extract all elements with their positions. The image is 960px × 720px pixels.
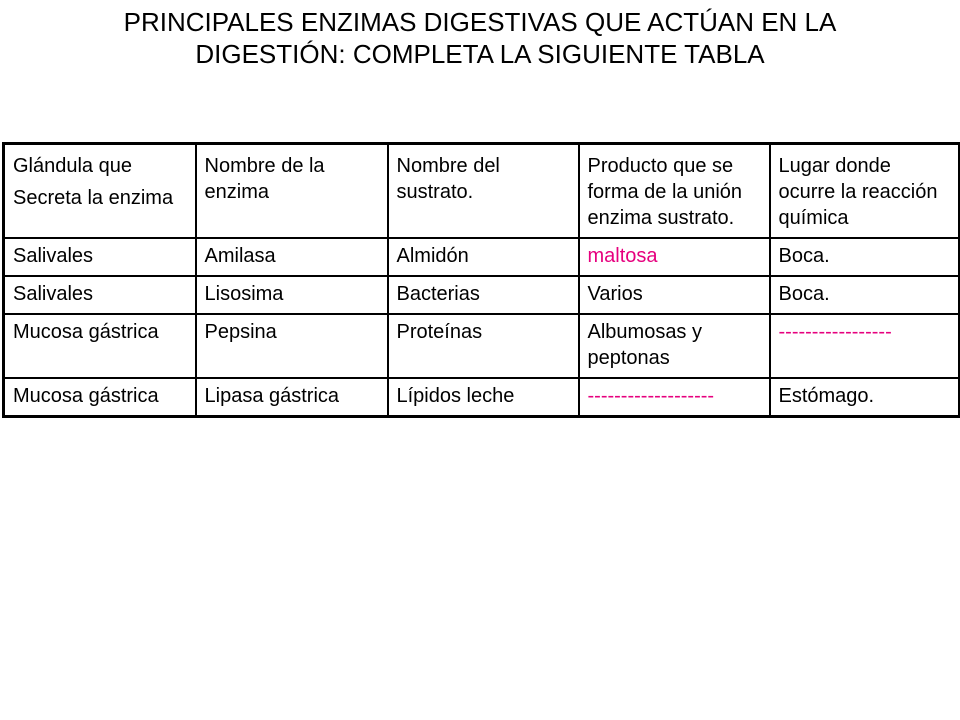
table-row (4, 238, 960, 276)
header-gland (4, 144, 196, 239)
header-product: Producto que se forma de la unión enzima sustrato. (579, 144, 770, 239)
cell-gland: Mucosa gástrica (4, 314, 196, 378)
cell-enzyme: Lipasa gástrica (196, 378, 388, 417)
table-header-row (4, 144, 960, 239)
cell-product: Varios (579, 276, 770, 314)
cell-gland: Salivales (4, 276, 196, 314)
header-enzyme: Nombre de la enzima (196, 144, 388, 239)
cell-product: maltosa (579, 238, 770, 276)
cell-substrate: Proteínas (388, 314, 579, 378)
cell-gland: Salivales (4, 238, 196, 276)
header-gland-line-1: Glándula que (13, 155, 132, 177)
cell-gland: Mucosa gástrica (4, 378, 196, 417)
cell-enzyme: Amilasa (196, 238, 388, 276)
table-row (4, 276, 960, 314)
enzyme-table (2, 142, 960, 418)
cell-product: ------------------- (579, 378, 770, 417)
cell-substrate: Almidón (388, 238, 579, 276)
cell-location: ----------------- (770, 314, 960, 378)
cell-enzyme: Pepsina (196, 314, 388, 378)
cell-location: Boca. (770, 238, 960, 276)
page-title (0, 6, 960, 70)
cell-substrate: Lípidos leche (388, 378, 579, 417)
cell-location: Estómago. (770, 378, 960, 417)
table-row (4, 378, 960, 417)
cell-substrate: Bacterias (388, 276, 579, 314)
header-location: Lugar donde ocurre la reacción química (770, 144, 960, 239)
page-title-line-1: PRINCIPALES ENZIMAS DIGESTIVAS QUE ACTÚAN EN LA (123, 7, 837, 37)
header-gland-line-2: Secreta la enzima (13, 187, 174, 209)
cell-product: Albumosas y peptonas (579, 314, 770, 378)
cell-location: Boca. (770, 276, 960, 314)
header-substrate: Nombre del sustrato. (388, 144, 579, 239)
cell-enzyme: Lisosima (196, 276, 388, 314)
table-row (4, 314, 960, 378)
page-title-line-2: DIGESTIÓN: COMPLETA LA SIGUIENTE TABLA (195, 39, 765, 69)
